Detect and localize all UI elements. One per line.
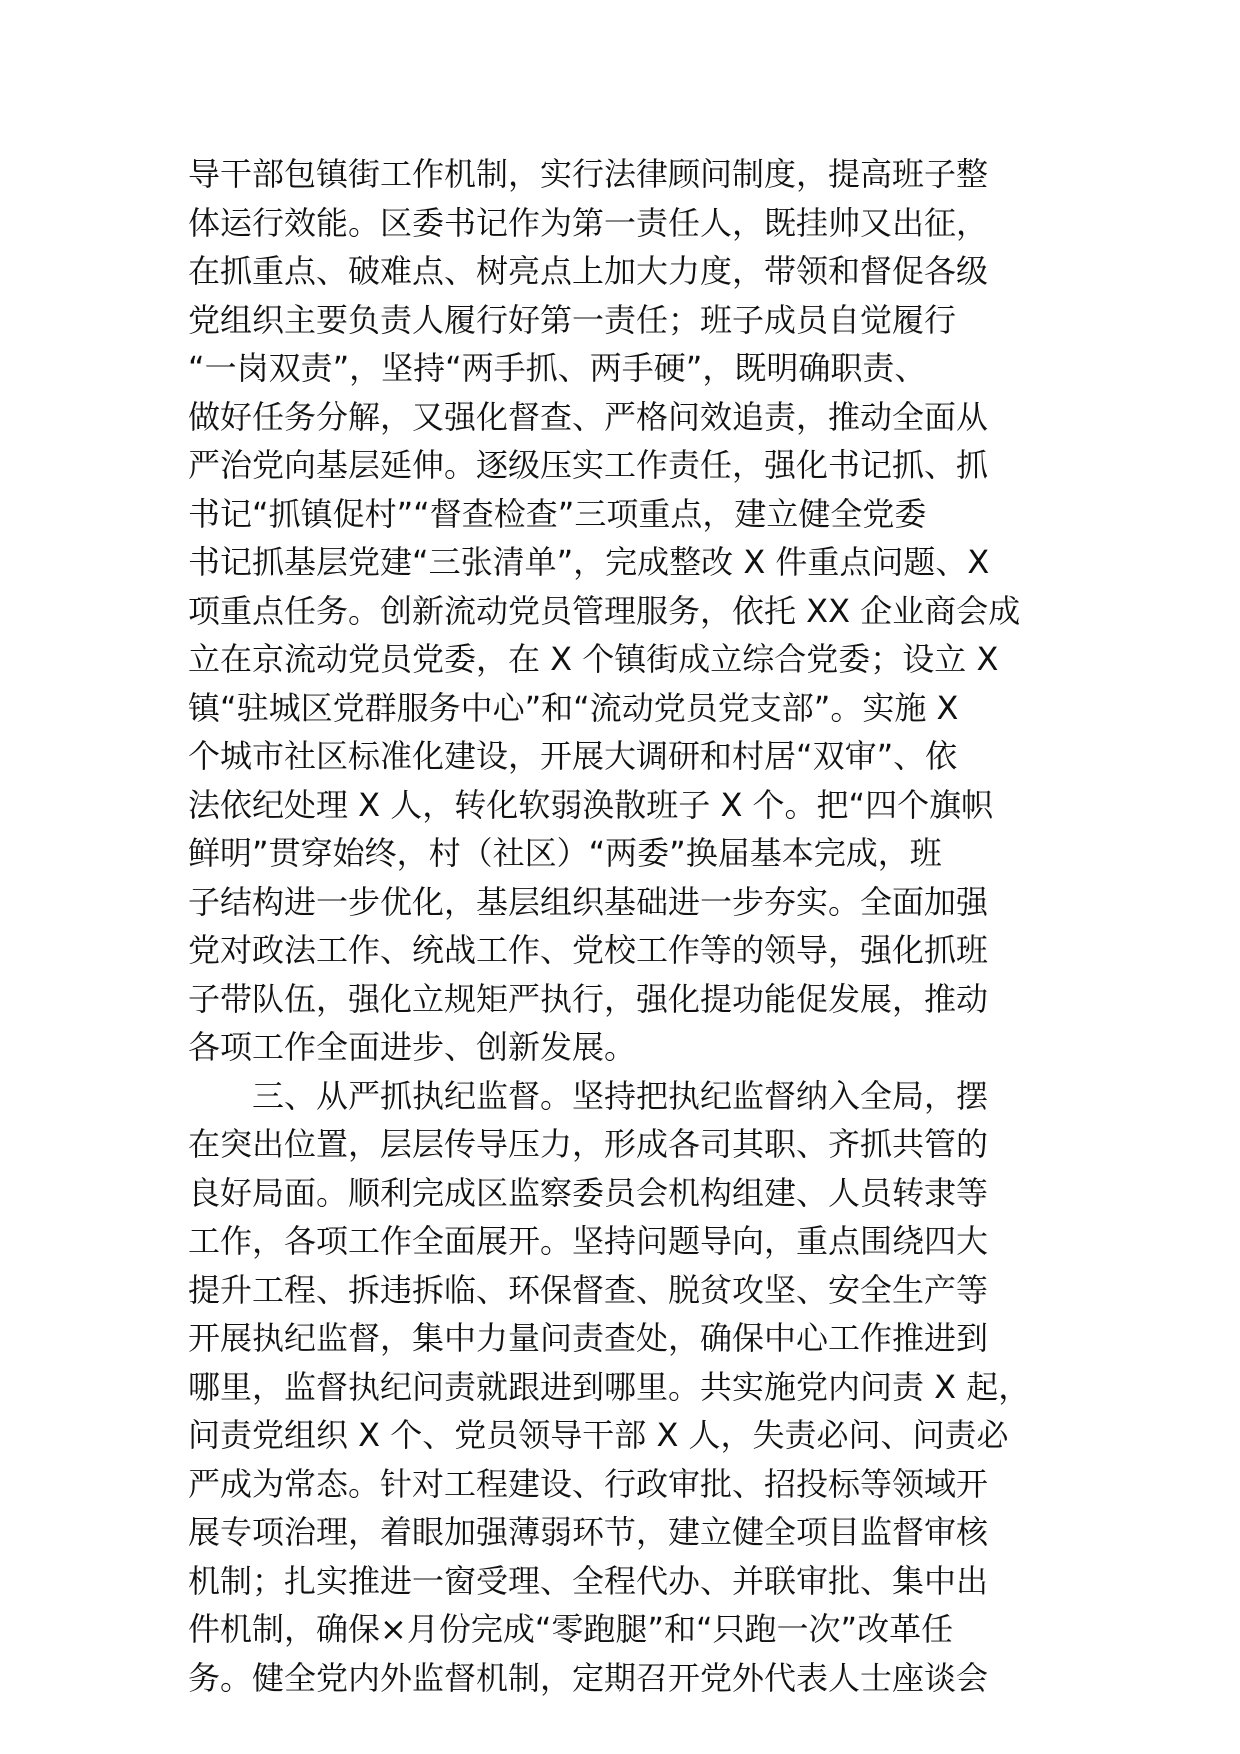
text-line: 问责党组织 X 个、党员领导干部 X 人，失责必问、问责必 xyxy=(188,1416,1009,1454)
text-line: 个城市社区标准化建设，开展大调研和村居“双审”、依 xyxy=(188,737,958,775)
text-line: 在突出位置，层层传导压力，形成各司其职、齐抓共管的 xyxy=(188,1125,989,1163)
text-line: 项重点任务。创新流动党员管理服务，依托 XX 企业商会成 xyxy=(188,591,1021,630)
text-line: 良好局面。顺利完成区监察委员会机构组建、人员转隶等 xyxy=(188,1173,989,1212)
text-line: 各项工作全面进步、创新发展。 xyxy=(188,1028,637,1066)
text-line: 子带队伍，强化立规矩严执行，强化提功能促发展，推动 xyxy=(188,979,989,1018)
text-line: 体运行效能。区委书记作为第一责任人，既挂帅又出征， xyxy=(188,203,989,242)
text-line: 开展执纪监督，集中力量问责查处，确保中心工作推进到 xyxy=(188,1319,989,1357)
text-line: 展专项治理，着眼加强薄弱环节，建立健全项目监督审核 xyxy=(188,1513,989,1551)
text-line: 党对政法工作、统战工作、党校工作等的领导，强化抓班 xyxy=(188,931,989,969)
text-line: 严治党向基层延伸。逐级压实工作责任，强化书记抓、抓 xyxy=(188,446,989,484)
document-body xyxy=(188,150,1068,1702)
text-line: 子结构进一步优化，基层组织基础进一步夯实。全面加强 xyxy=(188,882,989,921)
text-line: 提升工程、拆违拆临、环保督查、脱贫攻坚、安全生产等 xyxy=(188,1270,989,1309)
text-line: 导干部包镇街工作机制，实行法律顾问制度，提高班子整 xyxy=(188,155,989,193)
text-line: 工作，各项工作全面展开。坚持问题导向，重点围绕四大 xyxy=(188,1222,989,1260)
text-line: 严成为常态。针对工程建设、行政审批、招投标等领域开 xyxy=(188,1464,989,1503)
text-line: 机制；扎实推进一窗受理、全程代办、并联审批、集中出 xyxy=(188,1561,989,1600)
text-line: 党组织主要负责人履行好第一责任；班子成员自觉履行 xyxy=(188,300,957,339)
text-line: 书记抓基层党建“三张清单”，完成整改 X 件重点问题、X xyxy=(188,543,990,581)
text-line: 务。健全党内外监督机制，定期召开党外代表人士座谈会 xyxy=(188,1658,989,1697)
text-line: 书记“抓镇促村”“督查检查”三项重点，建立健全党委 xyxy=(188,494,927,533)
text-line: 立在京流动党员党委，在 X 个镇街成立综合党委；设立 X xyxy=(188,640,999,678)
text-line: 鲜明”贯穿始终，村（社区）“两委”换届基本完成，班 xyxy=(188,834,942,872)
paragraph-continued xyxy=(188,150,1068,1072)
section-heading-line: 三、从严抓执纪监督。坚持把执纪监督纳入全局，摆 xyxy=(252,1076,989,1115)
paragraph-section-3 xyxy=(188,1072,1068,1703)
text-line: 在抓重点、破难点、树亮点上加大力度，带领和督促各级 xyxy=(188,252,989,290)
text-line: 哪里，监督执纪问责就跟进到哪里。共实施党内问责 X 起， xyxy=(188,1367,1031,1406)
text-line: 法依纪处理 X 人，转化软弱涣散班子 X 个。把“四个旗帜 xyxy=(188,785,994,824)
text-line: 镇“驻城区党群服务中心”和“流动党员党支部”。实施 X xyxy=(188,688,959,727)
text-line: “一岗双责”，坚持“两手抓、两手硬”，既明确职责、 xyxy=(188,349,927,387)
text-line: 件机制，确保×月份完成“零跑腿”和“只跑一次”改革任 xyxy=(188,1610,954,1648)
text-line: 做好任务分解，又强化督查、严格问效追责，推动全面从 xyxy=(188,397,989,436)
